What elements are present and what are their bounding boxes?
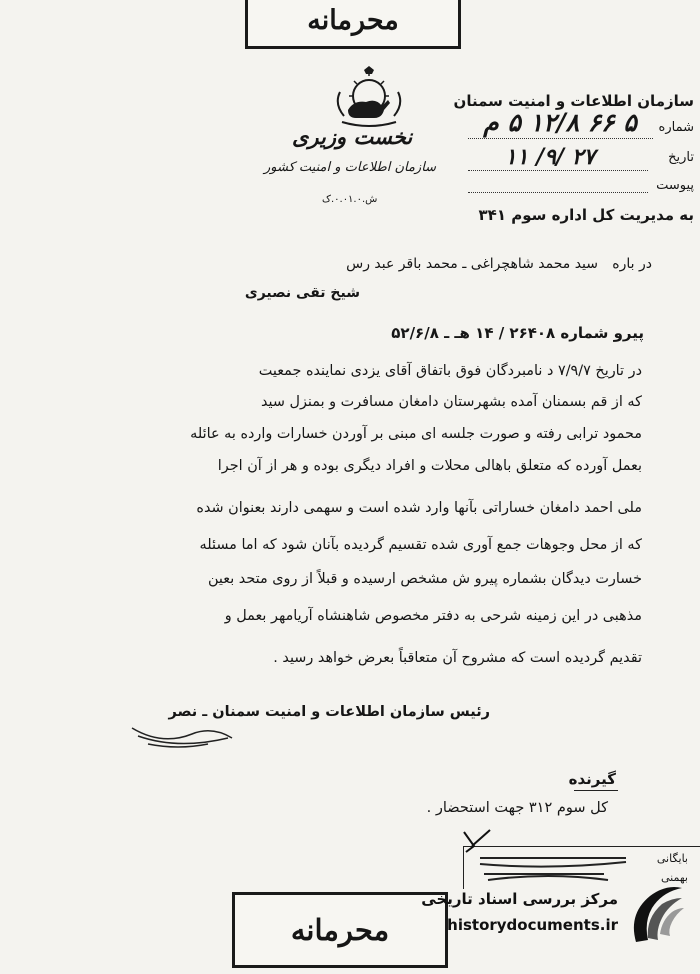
side-note-2: بهمنی bbox=[661, 871, 688, 884]
body-line-8: مذهبی در این زمینه شرحی به دفتر مخصوص شاهنشاه آریامهر بعمل و bbox=[224, 608, 642, 624]
watermark-url: historydocuments.ir bbox=[447, 916, 618, 934]
body-line-9: تقدیم گردیده است که مشروح آن متعاقباً بعرض خواهد رسید . bbox=[273, 650, 642, 666]
body-line-2: که از قم بسمنان آمده بشهرستان دامغان مسافرت و بمنزل سید bbox=[260, 394, 642, 410]
body-line-4: بعمل آورده که متعلق باهالی محلات و افراد دیگری بوده و هر از آن اجرا bbox=[217, 458, 642, 474]
history-documents-logo-icon bbox=[628, 886, 686, 946]
copies-line: کل سوم ۳۱۲ جهت استحضار . bbox=[426, 800, 608, 816]
confidential-stamp-top: محرمانه bbox=[245, 0, 461, 49]
body-line-1: در تاریخ ۷/۹/۷ د نامبردگان فوق باتفاق آقای یزدی نماینده جمعیت bbox=[258, 363, 642, 379]
watermark-name: مرکز بررسی اسناد تاریخی bbox=[421, 890, 618, 908]
recipient: به مدیریت کل اداره سوم ۳۴۱ bbox=[478, 206, 694, 224]
date-value: ۲۷ /۹/ ۱۱ bbox=[504, 144, 596, 170]
confidential-stamp-bottom: محرمانه bbox=[232, 892, 448, 968]
attachment-label: پیوست bbox=[656, 178, 694, 193]
org-name-field: سازمان اطلاعات و امنیت سمنان bbox=[453, 92, 694, 110]
signature-line: رئیس سازمان اطلاعات و امنیت سمنان ـ نصر bbox=[168, 704, 490, 720]
body-line-5: ملی احمد دامغان خساراتی بآنها وارد شده است و سهمی دارند بعنوان شده bbox=[196, 500, 642, 516]
letterhead-code: ش.۰.۰۱.۰.ک bbox=[322, 194, 378, 205]
lion-and-sun-emblem-icon bbox=[334, 66, 404, 128]
subject-label: در باره bbox=[612, 256, 652, 272]
copies-label: گیرنده bbox=[568, 770, 616, 788]
ministry-title: نخست وزیری bbox=[292, 124, 413, 149]
side-note-1: بایگانی bbox=[656, 852, 688, 865]
subject-line-1: سید محمد شاهچراغی ـ محمد باقر عبد رس bbox=[346, 256, 598, 272]
reference-line: پیرو شماره ۲۶۴۰۸ / ۱۴ هـ ـ ۵۲/۶/۸ bbox=[391, 324, 644, 342]
signature-scribble-icon bbox=[128, 722, 238, 752]
body-line-6: که از محل وجوهات جمع آوری شده تقسیم گردیده بآنان شود که اما مسئله bbox=[199, 537, 642, 553]
organization-title: سازمان اطلاعات و امنیت کشور bbox=[264, 160, 437, 175]
number-value: ۵ ۶۶ ۱۲/۸ ۵ م bbox=[483, 108, 637, 137]
body-line-7: خسارت دیدگان بشماره پیرو ش مشخص ارسیده و قبلاً از روی متحد بعین bbox=[207, 571, 642, 587]
subject-line-2: شیخ تقی نصیری bbox=[244, 285, 360, 301]
date-label: تاریخ bbox=[668, 150, 694, 165]
body-line-3: محمود ترابی رفته و صورت جلسه ای مبنی بر آوردن خسارات وارده به عائله bbox=[190, 426, 642, 442]
redaction-scribble-icon bbox=[478, 848, 628, 886]
number-label: شماره bbox=[658, 120, 694, 135]
